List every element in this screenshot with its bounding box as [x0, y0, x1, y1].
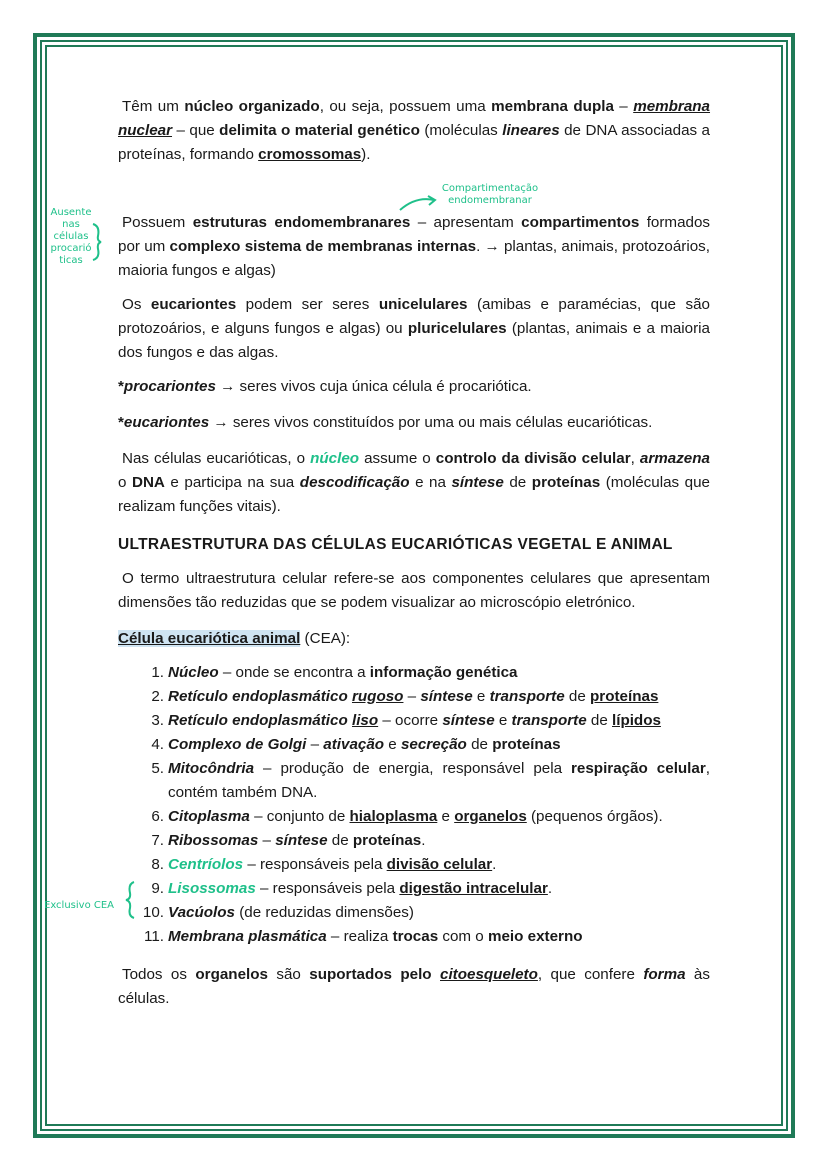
- note-ausente: Ausente nas células procarió ticas: [50, 207, 92, 266]
- list-item: 10. Vacúolos (de reduzidas dimensões): [142, 904, 414, 921]
- list-item: 11. Membrana plasmática – realiza trocas com o meio externo: [144, 928, 583, 945]
- list-item: 3. Retículo endoplasmático liso – ocorre síntese e transporte de lípidos: [151, 712, 661, 729]
- section-heading: ULTRAESTRUTURA DAS CÉLULAS EUCARIÓTICAS VEGETAL E ANIMAL: [118, 536, 673, 553]
- paragraph-nucleo: Têm um núcleo organizado, ou seja, possuem uma membrana dupla – membrana nuclear – que delimita o material genético (moléculas lineares de DNA associadas a proteínas, formando cromossomas).: [118, 98, 711, 163]
- list-item: 8. Centríolos – responsáveis pela divisão celular.: [151, 856, 497, 873]
- list-item: 2. Retículo endoplasmático rugoso – síntese e transporte de proteínas: [151, 688, 659, 705]
- list-item: 4. Complexo de Golgi – ativação e secreção de proteínas: [151, 736, 561, 753]
- note-compartimentacao: Compartimentação endomembranar: [441, 183, 539, 206]
- document-body: [118, 95, 710, 1011]
- list-item: 7. Ribossomas – síntese de proteínas.: [151, 832, 426, 849]
- organelles-list: [118, 661, 710, 949]
- paragraph-nucleo-funcoes: Nas células eucarióticas, o núcleo assume o controlo da divisão celular, armazena o DNA e participa na sua descodificação e na síntese de proteínas (moléculas que realizam funções vitais).: [118, 450, 710, 515]
- paragraph-eucariontes: Os eucariontes podem ser seres unicelulares (amibas e paramécias, que são protozoários, e alguns fungos e algas) ou pluricelulares (plantas, animais e a maioria dos fungos e das algas.: [118, 296, 711, 361]
- list-item: 1. Núcleo – onde se encontra a informação genética: [151, 664, 518, 681]
- list-item: 9. Lisossomas – responsáveis pela digestão intracelular.: [151, 880, 553, 897]
- note-exclusivo: Exclusivo CEA: [44, 900, 115, 911]
- list-item: 6. Citoplasma – conjunto de hialoplasma e organelos (pequenos órgãos).: [151, 808, 663, 825]
- definition-procariontes: *procariontes → seres vivos cuja única célula é procariótica.: [118, 378, 532, 395]
- paragraph-citoesqueleto: Todos os organelos são suportados pelo citoesqueleto, que confere forma às células.: [118, 966, 710, 1007]
- definition-eucariontes: *eucariontes → seres vivos constituídos por uma ou mais células eucarióticas.: [118, 414, 653, 431]
- list-item: 5. Mitocôndria – produção de energia, responsável pela respiração celular, contém também DNA.: [151, 760, 710, 801]
- curly-brace-icon: [90, 222, 104, 262]
- paragraph-endomembranas: Possuem estruturas endomembranares – apresentam compartimentos formados por um complexo sistema de membranas internas. → plantas, animais, protozoários, maioria fungos e algas): [118, 214, 711, 279]
- paragraph-ultraestrutura: O termo ultraestrutura celular refere-se aos componentes celulares que apresentam dimensões tão reduzidas que se podem visualizar ao microscópio eletrónico.: [118, 570, 710, 611]
- cea-label: Célula eucariótica animal (CEA):: [118, 630, 351, 647]
